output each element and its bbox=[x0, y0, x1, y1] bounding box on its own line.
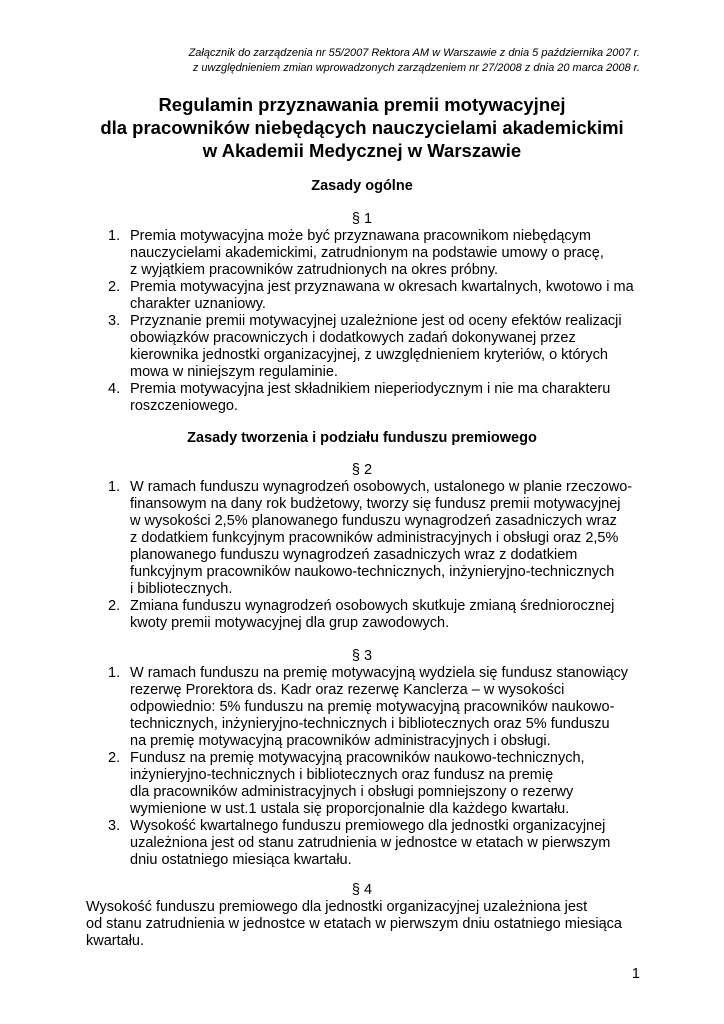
list-item-line: kwoty premii motywacyjnej dla grup zawodowych. bbox=[130, 615, 450, 631]
list-item-line: mowa w niniejszym regulaminie. bbox=[130, 364, 338, 380]
list-item-line: Premia motywacyjna jest składnikiem nieperiodycznym i nie ma charakteru bbox=[130, 381, 611, 397]
paragraph-1-list bbox=[86, 228, 656, 415]
list-item bbox=[86, 750, 656, 818]
paragraph-line: kwartału. bbox=[86, 933, 145, 949]
list-item-line: planowanego funduszu wynagrodzeń zasadniczych wraz z dodatkiem bbox=[130, 547, 578, 563]
list-item-line: kierownika jednostki organizacyjnej, z uwzględnieniem kryteriów, o których bbox=[130, 347, 608, 363]
list-item bbox=[86, 313, 656, 381]
page-number: 1 bbox=[631, 966, 640, 982]
document-title bbox=[40, 93, 684, 162]
list-item-line: funkcyjnym pracowników naukowo-technicznych, inżynieryjno-technicznych bbox=[130, 564, 615, 580]
list-item bbox=[86, 279, 656, 313]
section-heading-general-rules: Zasady ogólne bbox=[311, 178, 413, 194]
list-item-line: Premia motywacyjna może być przyznawana pracownikom niebędącym bbox=[130, 228, 591, 244]
paragraph-line: od stanu zatrudnienia w jednostce w etatach w pierwszym dniu ostatniego miesiąca bbox=[86, 916, 622, 932]
list-item-line: w wysokości 2,5% planowanego funduszu wynagrodzeń zasadniczych wraz bbox=[130, 513, 617, 529]
list-item-line: Przyznanie premii motywacyjnej uzależnione jest od oceny efektów realizacji bbox=[130, 313, 622, 329]
list-item-line: inżynieryjno-technicznych i bibliotecznych oraz fundusz na premię bbox=[130, 767, 554, 783]
paragraph-1-mark: § 1 bbox=[351, 211, 373, 227]
header-line-1: Załącznik do zarządzenia nr 55/2007 Rektora AM w Warszawie z dnia 5 października 2007 r. bbox=[188, 47, 640, 59]
list-item-line: odpowiednio: 5% funduszu na premię motywacyjną pracowników naukowo- bbox=[130, 699, 615, 715]
list-item bbox=[86, 598, 656, 632]
paragraph-4-mark: § 4 bbox=[351, 882, 373, 898]
list-item-line: i bibliotecznych. bbox=[130, 581, 233, 597]
list-item-line: Fundusz na premię motywacyjną pracowników naukowo-technicznych, bbox=[130, 750, 585, 766]
list-item-line: Wysokość kwartalnego funduszu premiowego dla jednostki organizacyjnej bbox=[130, 818, 606, 834]
list-item-line: finansowym na dany rok budżetowy, tworzy się fundusz premii motywacyjnej bbox=[130, 496, 621, 512]
list-item-line: dniu ostatniego miesiąca kwartału. bbox=[130, 852, 352, 868]
list-item-line: charakter uznaniowy. bbox=[130, 296, 266, 312]
paragraph-3-list bbox=[86, 665, 656, 869]
list-item bbox=[86, 665, 656, 750]
list-item-line: technicznych, inżynieryjno-technicznych i bibliotecznych oraz 5% funduszu bbox=[130, 716, 610, 732]
list-item-line: Zmiana funduszu wynagrodzeń osobowych skutkuje zmianą średniorocznej bbox=[130, 598, 615, 614]
paragraph-2-mark: § 2 bbox=[351, 462, 373, 478]
list-item bbox=[86, 381, 656, 415]
list-item-line: uzależniona jest od stanu zatrudnienia w jednostce w etatach w pierwszym bbox=[130, 835, 611, 851]
title-line-1: Regulamin przyznawania premii motywacyjnej bbox=[158, 94, 566, 115]
list-item-line: rezerwę Prorektora ds. Kadr oraz rezerwę Kanclerza – w wysokości bbox=[130, 682, 565, 698]
list-item-number: 4. bbox=[108, 381, 121, 397]
list-item-line: Premia motywacyjna jest przyznawana w okresach kwartalnych, kwotowo i ma bbox=[130, 279, 634, 295]
list-item-line: nauczycielami akademickimi, zatrudnionym na podstawie umowy o pracę, bbox=[130, 245, 604, 261]
list-item-number: 1. bbox=[108, 665, 121, 681]
list-item-number: 2. bbox=[108, 750, 121, 766]
attachment-header bbox=[80, 46, 640, 76]
list-item-line: dla pracowników administracyjnych i obsługi pomniejszony o rezerwy bbox=[130, 784, 574, 800]
list-item-number: 1. bbox=[108, 479, 121, 495]
list-item-number: 3. bbox=[108, 313, 121, 329]
list-item-line: z dodatkiem funkcyjnym pracowników administracyjnych i obsługi oraz 2,5% bbox=[130, 530, 619, 546]
list-item-number: 1. bbox=[108, 228, 121, 244]
list-item bbox=[86, 228, 656, 279]
list-item-line: obowiązków pracowniczych i dodatkowych zadań dokonywanej przez bbox=[130, 330, 576, 346]
title-line-2: dla pracowników niebędących nauczycielami akademickimi bbox=[100, 117, 624, 138]
paragraph-2-list bbox=[86, 479, 656, 632]
list-item-line: W ramach funduszu na premię motywacyjną wydziela się fundusz stanowiący bbox=[130, 665, 629, 681]
paragraph-line: Wysokość funduszu premiowego dla jednostki organizacyjnej uzależniona jest bbox=[86, 899, 588, 915]
list-item-line: W ramach funduszu wynagrodzeń osobowych, ustalonego w planie rzeczowo- bbox=[130, 479, 633, 495]
paragraph-3-mark: § 3 bbox=[351, 648, 373, 664]
list-item-number: 3. bbox=[108, 818, 121, 834]
list-item bbox=[86, 479, 656, 598]
list-item-line: na premię motywacyjną pracowników administracyjnych i obsługi. bbox=[130, 733, 551, 749]
list-item-number: 2. bbox=[108, 598, 121, 614]
section-heading-fund-rules: Zasady tworzenia i podziału funduszu premiowego bbox=[187, 430, 537, 446]
paragraph-4-text bbox=[86, 899, 666, 950]
title-line-3: w Akademii Medycznej w Warszawie bbox=[202, 140, 522, 161]
list-item-line: z wyjątkiem pracowników zatrudnionych na okres próbny. bbox=[130, 262, 499, 278]
header-line-2: z uwzględnieniem zmian wprowadzonych zarządzeniem nr 27/2008 z dnia 20 marca 2008 r. bbox=[192, 62, 640, 74]
list-item-line: roszczeniowego. bbox=[130, 398, 238, 414]
list-item bbox=[86, 818, 656, 869]
list-item-line: wymienione w ust.1 ustala się proporcjonalnie dla każdego kwartału. bbox=[130, 801, 570, 817]
list-item-number: 2. bbox=[108, 279, 121, 295]
